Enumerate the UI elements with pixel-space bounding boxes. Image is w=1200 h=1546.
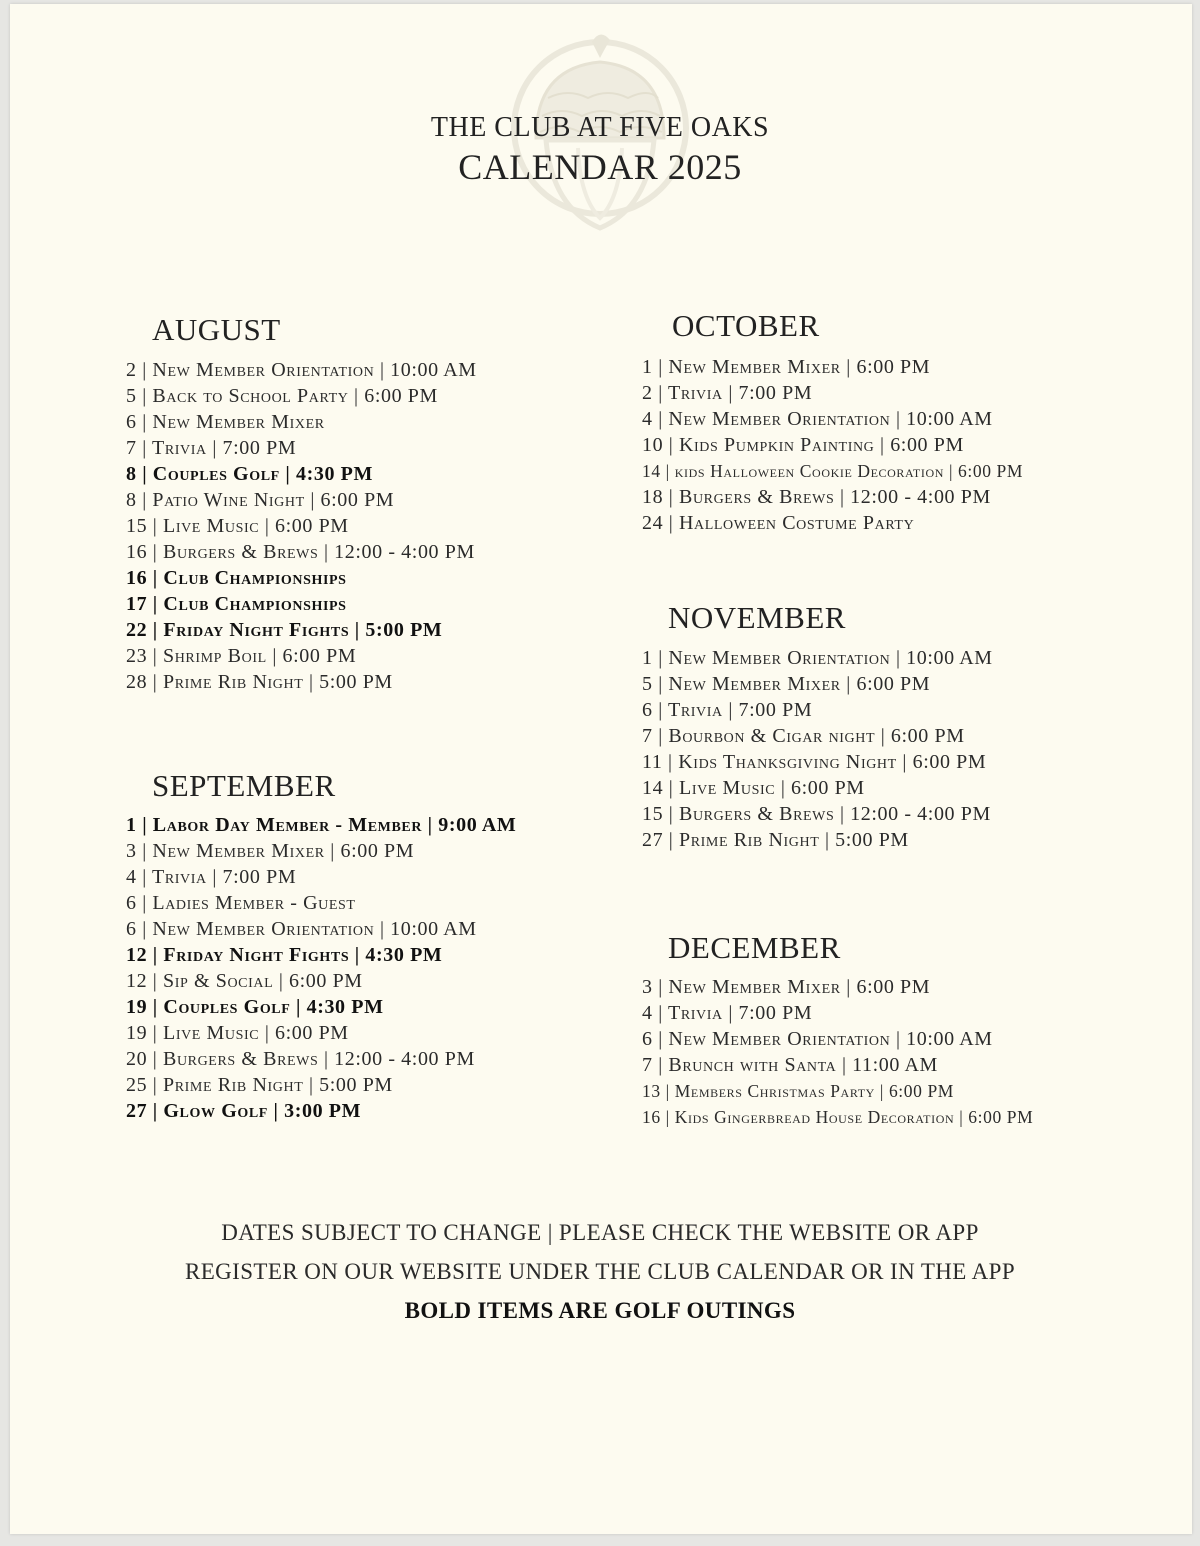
golf-event-item: 19 | Couples Golf | 4:30 PM — [126, 996, 384, 1018]
event-item: 1 | New Member Mixer | 6:00 PM — [642, 356, 931, 378]
golf-event-item: 8 | Couples Golf | 4:30 PM — [126, 463, 373, 485]
event-item: 6 | Ladies Member - Guest — [126, 892, 356, 914]
event-item: 20 | Burgers & Brews | 12:00 - 4:00 PM — [126, 1048, 475, 1070]
month-heading-october: OCTOBER — [672, 308, 820, 343]
event-item: 2 | Trivia | 7:00 PM — [642, 382, 813, 404]
event-item: 3 | New Member Mixer | 6:00 PM — [642, 976, 931, 998]
event-item: 7 | Brunch with Santa | 11:00 AM — [642, 1054, 938, 1076]
event-item: 6 | Trivia | 7:00 PM — [642, 699, 813, 721]
month-heading-december: DECEMBER — [668, 930, 841, 965]
event-item: 16 | Kids Gingerbread House Decoration | 6:00 PM — [642, 1107, 1034, 1127]
month-heading-november: NOVEMBER — [668, 600, 846, 635]
event-item: 13 | Members Christmas Party | 6:00 PM — [642, 1081, 954, 1101]
event-item: 7 | Trivia | 7:00 PM — [126, 437, 297, 459]
event-list-november — [642, 645, 993, 853]
event-item: 25 | Prime Rib Night | 5:00 PM — [126, 1074, 393, 1096]
event-item: 16 | Burgers & Brews | 12:00 - 4:00 PM — [126, 541, 475, 563]
event-item: 10 | Kids Pumpkin Painting | 6:00 PM — [642, 434, 964, 456]
event-item: 28 | Prime Rib Night | 5:00 PM — [126, 671, 393, 693]
golf-event-item: 1 | Labor Day Member - Member | 9:00 AM — [126, 814, 517, 836]
footer-dates-notice: DATES SUBJECT TO CHANGE | PLEASE CHECK THE WEBSITE OR APP — [221, 1220, 979, 1245]
event-item: 24 | Halloween Costume Party — [642, 512, 915, 534]
event-item: 1 | New Member Orientation | 10:00 AM — [642, 647, 993, 669]
event-item: 2 | New Member Orientation | 10:00 AM — [126, 359, 477, 381]
event-item: 8 | Patio Wine Night | 6:00 PM — [126, 489, 395, 511]
event-item: 18 | Burgers & Brews | 12:00 - 4:00 PM — [642, 486, 991, 508]
event-item: 6 | New Member Orientation | 10:00 AM — [126, 918, 477, 940]
calendar-title: CALENDAR 2025 — [458, 147, 742, 187]
event-item: 5 | Back to School Party | 6:00 PM — [126, 385, 438, 407]
footer-bold-legend: BOLD ITEMS ARE GOLF OUTINGS — [404, 1298, 796, 1323]
event-list-december — [642, 974, 1033, 1130]
event-item: 6 | New Member Mixer — [126, 411, 325, 433]
event-item: 19 | Live Music | 6:00 PM — [126, 1022, 349, 1044]
event-item: 4 | New Member Orientation | 10:00 AM — [642, 408, 993, 430]
footer-register-notice: REGISTER ON OUR WEBSITE UNDER THE CLUB CALENDAR OR IN THE APP — [184, 1259, 1016, 1284]
event-item: 7 | Bourbon & Cigar night | 6:00 PM — [642, 725, 965, 747]
event-item: 6 | New Member Orientation | 10:00 AM — [642, 1028, 993, 1050]
event-item: 5 | New Member Mixer | 6:00 PM — [642, 673, 931, 695]
event-list-october — [642, 354, 1023, 536]
event-list-september — [126, 812, 516, 1124]
event-item: 23 | Shrimp Boil | 6:00 PM — [126, 645, 357, 667]
golf-event-item: 17 | Club Championships — [126, 593, 347, 615]
event-item: 27 | Prime Rib Night | 5:00 PM — [642, 829, 909, 851]
month-heading-august: AUGUST — [152, 312, 281, 347]
event-item: 4 | Trivia | 7:00 PM — [642, 1002, 813, 1024]
club-name: THE CLUB AT FIVE OAKS — [430, 112, 770, 143]
event-item: 11 | Kids Thanksgiving Night | 6:00 PM — [642, 751, 987, 773]
event-item: 3 | New Member Mixer | 6:00 PM — [126, 840, 415, 862]
event-item: 12 | Sip & Social | 6:00 PM — [126, 970, 363, 992]
golf-event-item: 27 | Glow Golf | 3:00 PM — [126, 1100, 362, 1122]
event-list-august — [126, 357, 477, 695]
event-item: 14 | kids Halloween Cookie Decoration | 6:00 PM — [642, 461, 1024, 481]
event-item: 15 | Burgers & Brews | 12:00 - 4:00 PM — [642, 803, 991, 825]
golf-event-item: 12 | Friday Night Fights | 4:30 PM — [126, 944, 443, 966]
golf-event-item: 16 | Club Championships — [126, 567, 347, 589]
month-heading-september: SEPTEMBER — [152, 768, 336, 803]
event-item: 14 | Live Music | 6:00 PM — [642, 777, 865, 799]
event-item: 4 | Trivia | 7:00 PM — [126, 866, 297, 888]
event-item: 15 | Live Music | 6:00 PM — [126, 515, 349, 537]
golf-event-item: 22 | Friday Night Fights | 5:00 PM — [126, 619, 443, 641]
